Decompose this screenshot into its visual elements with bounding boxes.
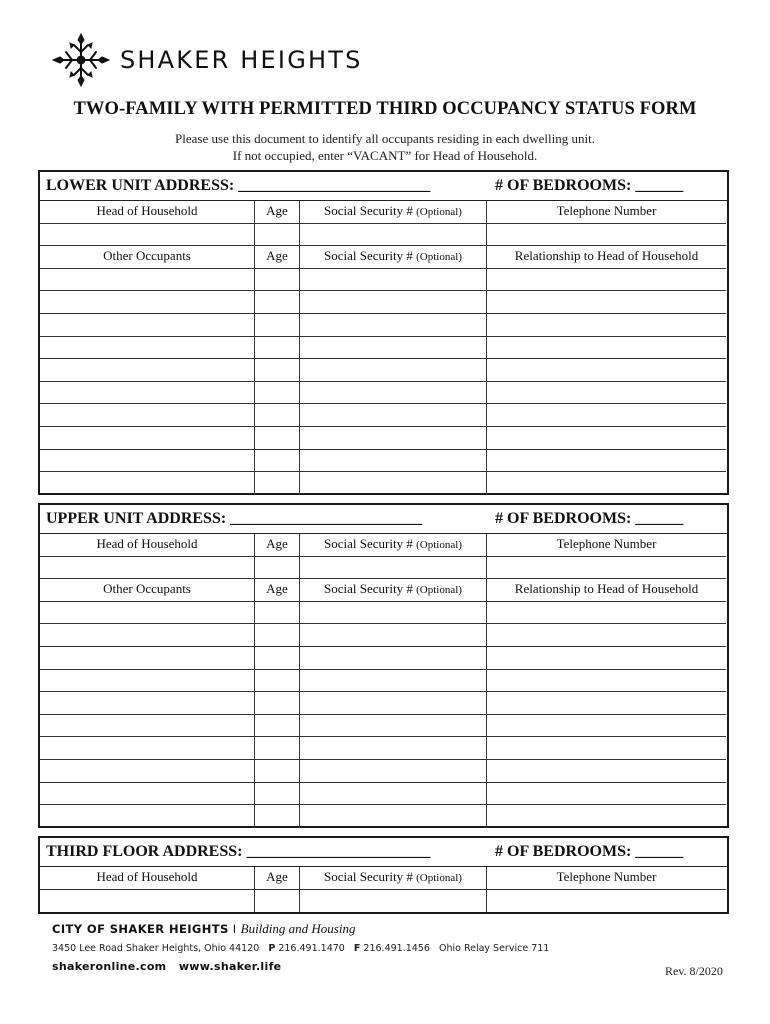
column-header-age: Age	[255, 867, 300, 890]
occupant-ssn-input[interactable]	[300, 291, 487, 314]
revision-date: Rev. 8/2020	[665, 964, 723, 978]
lower-unit-table	[40, 201, 727, 269]
occupant-name-input[interactable]	[40, 472, 255, 495]
occupant-age-input[interactable]	[255, 404, 300, 427]
occupant-ssn-input[interactable]	[300, 472, 487, 495]
column-header-age: Age	[255, 246, 300, 269]
occupant-relationship-input[interactable]	[487, 337, 726, 360]
third-floor-address-field[interactable]: THIRD FLOOR ADDRESS: _______________________	[46, 843, 431, 860]
upper-unit-occupant-rows	[40, 602, 727, 828]
ssn-input[interactable]	[300, 224, 487, 247]
column-header-age: Age	[255, 534, 300, 557]
occupant-name-input[interactable]	[40, 337, 255, 360]
occupant-ssn-input[interactable]	[300, 805, 487, 828]
occupant-ssn-input[interactable]	[300, 783, 487, 806]
upper-unit-table	[40, 534, 727, 602]
column-header-head-of-household: Head of Household	[40, 201, 255, 224]
occupant-ssn-input[interactable]	[300, 269, 487, 292]
footer-relay: Ohio Relay Service 711	[438, 943, 550, 954]
occupant-ssn-input[interactable]	[300, 337, 487, 360]
occupant-relationship-input[interactable]	[487, 692, 726, 715]
occupant-age-input[interactable]	[255, 647, 300, 670]
lower-unit-address-field[interactable]: LOWER UNIT ADDRESS: ________________________	[46, 177, 431, 194]
occupant-age-input[interactable]	[255, 783, 300, 806]
occupant-ssn-input[interactable]	[300, 737, 487, 760]
occupant-ssn-input[interactable]	[300, 314, 487, 337]
occupant-age-input[interactable]	[255, 472, 300, 495]
occupant-name-input[interactable]	[40, 382, 255, 405]
occupant-name-input[interactable]	[40, 450, 255, 473]
occupant-age-input[interactable]	[255, 805, 300, 828]
occupant-ssn-input[interactable]	[300, 450, 487, 473]
age-input[interactable]	[255, 890, 300, 913]
logo-wordmark: SHAKER HEIGHTS	[120, 46, 363, 74]
occupant-age-input[interactable]	[255, 291, 300, 314]
head-of-household-input[interactable]	[40, 224, 255, 247]
occupant-relationship-input[interactable]	[487, 783, 726, 806]
occupant-name-input[interactable]	[40, 670, 255, 693]
footer-address: 3450 Lee Road Shaker Heights, Ohio 44120	[52, 943, 260, 954]
ssn-input[interactable]	[300, 890, 487, 913]
upper-unit-address-field[interactable]: UPPER UNIT ADDRESS: ________________________	[46, 510, 423, 527]
snowflake-leaf-icon	[50, 30, 112, 90]
occupant-relationship-input[interactable]	[487, 382, 726, 405]
age-input[interactable]	[255, 557, 300, 580]
occupant-name-input[interactable]	[40, 359, 255, 382]
occupant-age-input[interactable]	[255, 382, 300, 405]
occupant-relationship-input[interactable]	[487, 359, 726, 382]
occupant-age-input[interactable]	[255, 359, 300, 382]
occupant-ssn-input[interactable]	[300, 647, 487, 670]
occupant-name-input[interactable]	[40, 783, 255, 806]
shaker-heights-logo	[50, 30, 363, 90]
ssn-label: Social Security #	[324, 869, 413, 884]
column-header-ssn	[300, 246, 487, 269]
column-header-age: Age	[255, 579, 300, 602]
occupant-relationship-input[interactable]	[487, 760, 726, 783]
footer-contact	[52, 943, 549, 954]
occupant-ssn-input[interactable]	[300, 382, 487, 405]
third-floor-section	[38, 836, 729, 914]
occupant-relationship-input[interactable]	[487, 715, 726, 738]
optional-label: (Optional)	[416, 872, 462, 884]
occupant-relationship-input[interactable]	[487, 602, 726, 625]
occupant-relationship-input[interactable]	[487, 269, 726, 292]
occupant-name-input[interactable]	[40, 291, 255, 314]
occupant-ssn-input[interactable]	[300, 624, 487, 647]
third-floor-table	[40, 867, 727, 912]
column-header-other-occupants: Other Occupants	[40, 579, 255, 602]
ssn-label: Social Security #	[324, 203, 413, 218]
column-header-ssn	[300, 579, 487, 602]
telephone-input[interactable]	[487, 890, 726, 913]
occupant-name-input[interactable]	[40, 760, 255, 783]
occupant-age-input[interactable]	[255, 269, 300, 292]
optional-label: (Optional)	[416, 539, 462, 551]
occupant-age-input[interactable]	[255, 670, 300, 693]
lower-unit-bedrooms-field[interactable]: # OF BEDROOMS: ______	[495, 177, 684, 194]
telephone-input[interactable]	[487, 557, 726, 580]
occupant-age-input[interactable]	[255, 602, 300, 625]
column-header-ssn	[300, 534, 487, 557]
occupant-name-input[interactable]	[40, 737, 255, 760]
instruction-line-2: If not occupied, enter “VACANT” for Head of Household.	[232, 148, 538, 163]
occupant-name-input[interactable]	[40, 624, 255, 647]
occupant-ssn-input[interactable]	[300, 715, 487, 738]
occupant-ssn-input[interactable]	[300, 359, 487, 382]
lower-unit-header	[40, 172, 727, 201]
occupant-age-input[interactable]	[255, 692, 300, 715]
column-header-ssn	[300, 201, 487, 224]
lower-unit-occupant-rows	[40, 269, 727, 495]
occupant-relationship-input[interactable]	[487, 427, 726, 450]
occupant-name-input[interactable]	[40, 427, 255, 450]
optional-label: (Optional)	[416, 251, 462, 264]
column-header-head-of-household: Head of Household	[40, 534, 255, 557]
occupant-relationship-input[interactable]	[487, 805, 726, 828]
occupant-age-input[interactable]	[255, 450, 300, 473]
third-floor-header	[40, 838, 727, 867]
occupant-age-input[interactable]	[255, 760, 300, 783]
upper-unit-header	[40, 505, 727, 534]
occupant-name-input[interactable]	[40, 715, 255, 738]
form-title: TWO-FAMILY WITH PERMITTED THIRD OCCUPANCY STATUS FORM	[73, 99, 697, 119]
footer-organization	[52, 921, 355, 937]
occupant-relationship-input[interactable]	[487, 737, 726, 760]
occupant-age-input[interactable]	[255, 337, 300, 360]
ssn-input[interactable]	[300, 557, 487, 580]
ssn-label: Social Security #	[324, 248, 413, 264]
footer-org-name: CITY OF SHAKER HEIGHTS	[52, 922, 229, 936]
occupant-ssn-input[interactable]	[300, 602, 487, 625]
occupant-age-input[interactable]	[255, 715, 300, 738]
footer-department: Building and Housing	[240, 921, 356, 936]
footer-separator: I	[228, 922, 241, 936]
upper-unit-bedrooms-field[interactable]: # OF BEDROOMS: ______	[495, 510, 684, 527]
occupant-name-input[interactable]	[40, 602, 255, 625]
occupant-age-input[interactable]	[255, 314, 300, 337]
occupant-name-input[interactable]	[40, 269, 255, 292]
optional-label: (Optional)	[416, 206, 462, 218]
website-link-1[interactable]: shakeronline.com	[52, 960, 167, 973]
head-of-household-input[interactable]	[40, 890, 255, 913]
occupant-ssn-input[interactable]	[300, 404, 487, 427]
occupant-relationship-input[interactable]	[487, 647, 726, 670]
occupant-age-input[interactable]	[255, 427, 300, 450]
occupant-relationship-input[interactable]	[487, 624, 726, 647]
column-header-other-occupants: Other Occupants	[40, 246, 255, 269]
website-link-2[interactable]: www.shaker.life	[178, 960, 282, 973]
occupant-age-input[interactable]	[255, 737, 300, 760]
footer-phone-label: P	[268, 943, 276, 954]
occupant-name-input[interactable]	[40, 805, 255, 828]
occupant-ssn-input[interactable]	[300, 692, 487, 715]
occupant-name-input[interactable]	[40, 692, 255, 715]
occupant-relationship-input[interactable]	[487, 404, 726, 427]
footer-fax: 216.491.1456	[363, 943, 430, 954]
footer-phone: 216.491.1470	[278, 943, 345, 954]
occupant-ssn-input[interactable]	[300, 427, 487, 450]
ssn-label: Social Security #	[324, 536, 413, 551]
occupant-name-input[interactable]	[40, 647, 255, 670]
upper-unit-section	[38, 503, 729, 828]
column-header-head-of-household: Head of Household	[40, 867, 255, 890]
occupant-relationship-input[interactable]	[487, 314, 726, 337]
column-header-relationship: Relationship to Head of Household	[487, 579, 726, 602]
occupant-relationship-input[interactable]	[487, 670, 726, 693]
column-header-relationship: Relationship to Head of Household	[487, 246, 726, 269]
occupant-name-input[interactable]	[40, 404, 255, 427]
footer-fax-label: F	[353, 943, 361, 954]
occupant-ssn-input[interactable]	[300, 670, 487, 693]
head-of-household-input[interactable]	[40, 557, 255, 580]
third-floor-bedrooms-field[interactable]: # OF BEDROOMS: ______	[495, 843, 684, 860]
occupant-age-input[interactable]	[255, 624, 300, 647]
footer-websites	[52, 960, 281, 973]
column-header-ssn	[300, 867, 487, 890]
column-header-age: Age	[255, 201, 300, 224]
occupant-relationship-input[interactable]	[487, 450, 726, 473]
occupant-relationship-input[interactable]	[487, 291, 726, 314]
occupant-ssn-input[interactable]	[300, 760, 487, 783]
instruction-line-1: Please use this document to identify all occupants residing in each dwelling unit.	[175, 131, 595, 146]
lower-unit-section	[38, 170, 729, 495]
ssn-label: Social Security #	[324, 581, 413, 597]
occupant-name-input[interactable]	[40, 314, 255, 337]
occupant-relationship-input[interactable]	[487, 472, 726, 495]
column-header-telephone: Telephone Number	[487, 867, 726, 890]
column-header-telephone: Telephone Number	[487, 201, 726, 224]
optional-label: (Optional)	[416, 584, 462, 597]
age-input[interactable]	[255, 224, 300, 247]
telephone-input[interactable]	[487, 224, 726, 247]
column-header-telephone: Telephone Number	[487, 534, 726, 557]
